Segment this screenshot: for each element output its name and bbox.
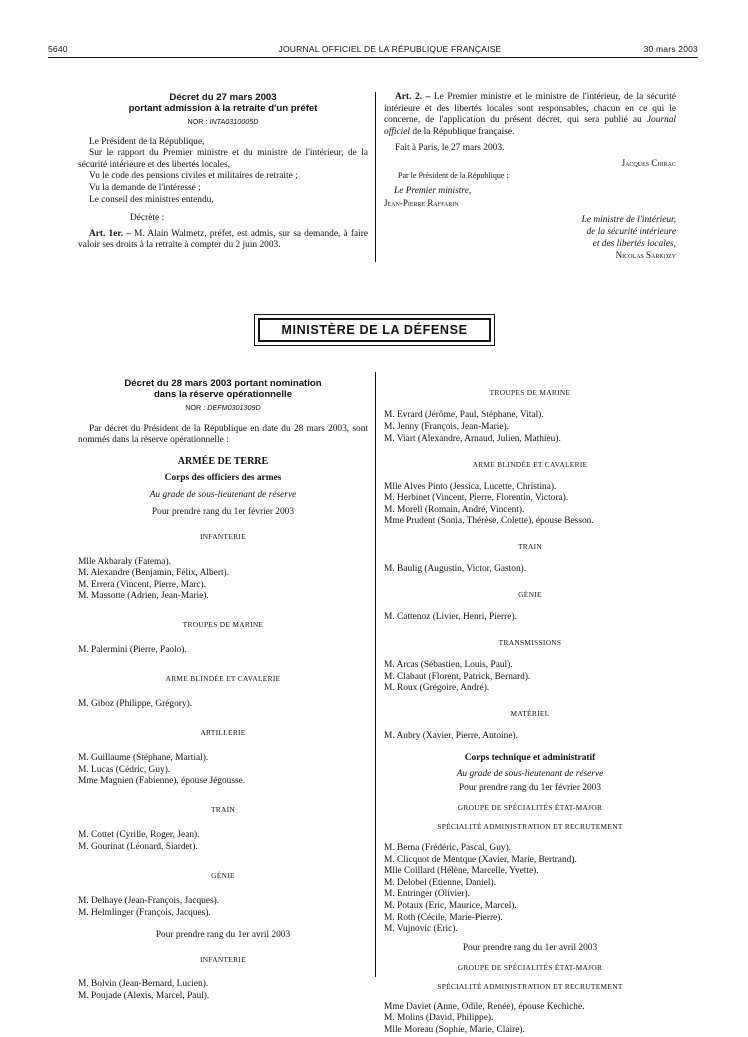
person: M. Delobel (Etienne, Daniel). xyxy=(384,877,496,888)
article-2-end: de la République française. xyxy=(412,126,515,137)
person: Mlle Akbaraly (Fatema). xyxy=(78,556,171,567)
decree1-right xyxy=(384,92,676,262)
ministry-banner: MINISTÈRE DE LA DÉFENSE xyxy=(258,318,491,342)
article-1-text: M. Alain Walmetz, préfet, est admis, sur sa demande, à faire valoir ses droits à la retraite à compter du 2 juin 2003. xyxy=(78,228,368,251)
person: Mme Daviet (Anne, Odile, Renée), épouse Kechiche. xyxy=(384,1001,585,1012)
person: M. Lucas (Cédric, Guy). xyxy=(78,764,171,775)
person: M. Giboz (Philippe, Grégory). xyxy=(78,699,193,710)
column-divider-top xyxy=(375,92,376,262)
person: M. Massotte (Adrien, Jean-Marie). xyxy=(78,591,209,602)
rang-fevrier: Pour prendre rang du 1er février 2003 xyxy=(458,783,602,794)
groupe-heading-2: SPÉCIALITÉ ADMINISTRATION ET RECRUTEMENT xyxy=(437,981,623,991)
person: M. Viart (Alexandre, Arnaud, Julien, Mathieu). xyxy=(384,433,561,444)
groupe-heading-1: GROUPE DE SPÉCIALITÉS ÉTAT-MAJOR xyxy=(457,803,603,813)
person: Mlle Moreau (Sophie, Marie, Claire). xyxy=(384,1025,525,1035)
column-divider-bottom xyxy=(375,372,376,977)
section-heading: GÉNIE xyxy=(518,590,542,600)
journal-officiel: Journal officiel xyxy=(384,115,677,137)
person: M. Herbinet (Vincent, Pierre, Florentin, Victora). xyxy=(384,493,569,504)
person: M. Arcas (Sébastien, Louis, Paul). xyxy=(384,660,513,671)
person: M. Cottet (Cyrille, Roger, Jean). xyxy=(78,830,200,841)
intro-line: Sur le rapport du Premier ministre et du ministre de l'intérieur, de la sécurité intérieure et des libertés locales, xyxy=(78,148,368,170)
minister-title-3: et des libertés locales, xyxy=(592,238,676,249)
person: M. Morell (Romain, André, Vincent). xyxy=(384,504,525,515)
person: M. Baulig (Augustin, Victor, Gaston). xyxy=(384,564,527,575)
nor-code: INTA0310005D xyxy=(209,117,259,126)
person: M. Helmlinger (François, Jacques). xyxy=(78,907,211,918)
section-heading: TRAIN xyxy=(517,542,543,552)
rang-fevrier: Pour prendre rang du 1er février 2003 xyxy=(151,506,295,517)
person: M. Vujnovic (Eric). xyxy=(384,924,458,935)
minister-name: Nicolas Sarkozy xyxy=(615,250,676,261)
fait-a-paris: Fait à Paris, le 27 mars 2003. xyxy=(395,143,505,154)
page-number: 5640 xyxy=(48,44,68,54)
corps-officiers: Corps des officiers des armes xyxy=(164,473,282,484)
section-heading: MATÉRIEL xyxy=(510,709,550,719)
decree1-left xyxy=(78,92,368,252)
person: M. Evrard (Jérôme, Paul, Stéphane, Vital). xyxy=(384,410,544,421)
section-heading: TROUPES DE MARINE xyxy=(489,388,571,398)
rang-avril: Pour prendre rang du 1er avril 2003 xyxy=(155,930,291,941)
minister-title-2: de la sécurité intérieure xyxy=(586,226,676,237)
person: M. Cattenoz (Livier, Henri, Pierre). xyxy=(384,612,517,623)
corps-technique: Corps technique et administratif xyxy=(464,752,596,763)
person: M. Clicquot de Mentque (Xavier, Marie, Bertrand). xyxy=(384,854,577,865)
section-heading: ARTILLERIE xyxy=(200,728,246,738)
par-le-president: Par le Président de la République : xyxy=(398,170,509,180)
nor-label: NOR : xyxy=(185,403,206,412)
person: M. Roth (Cécile, Marie-Pierre). xyxy=(384,912,503,923)
decree2-nor xyxy=(78,402,368,414)
intro-line: Vu la demande de l'intéressé ; xyxy=(89,182,201,193)
section-heading: TRAIN xyxy=(210,805,236,815)
person: M. Potaux (Eric, Maurice, Marcel). xyxy=(384,901,517,912)
intro-line: Le Président de la République, xyxy=(89,136,205,147)
groupe-heading-2: SPÉCIALITÉ ADMINISTRATION ET RECRUTEMENT xyxy=(437,822,623,832)
article-1 xyxy=(78,229,368,252)
person: M. Palermini (Pierre, Paolo). xyxy=(78,645,187,656)
decree2-intro: Par décret du Président de la République en date du 28 mars 2003, sont nommés dans la réserve opérationnelle : xyxy=(78,423,368,446)
section-heading: GÉNIE xyxy=(211,870,235,880)
journal-title: JOURNAL OFFICIEL DE LA RÉPUBLIQUE FRANÇAISE xyxy=(278,44,502,54)
armee-de-terre: ARMÉE DE TERRE xyxy=(177,455,269,467)
person: M. Roux (Grégoire, André). xyxy=(384,683,490,694)
rang-avril: Pour prendre rang du 1er avril 2003 xyxy=(462,942,598,953)
pm-name: Jean-Pierre Raffarin xyxy=(384,197,459,208)
signatory: Jacques Chirac xyxy=(621,157,676,168)
person: M. Entringer (Olivier). xyxy=(384,889,470,900)
grade: Au grade de sous-lieutenant de réserve xyxy=(149,489,297,500)
article-2-label: Art. 2. – xyxy=(395,92,431,102)
section-heading: TROUPES DE MARINE xyxy=(182,620,264,630)
person: M. Gourinat (Léonard, Siardet). xyxy=(78,841,198,852)
person: M. Delhaye (Jean-François, Jacques). xyxy=(78,895,220,906)
section-heading: ARME BLINDÉE ET CAVALERIE xyxy=(472,459,588,469)
decrete: Décrète : xyxy=(130,213,165,224)
decree2-title-1: Décret du 28 mars 2003 portant nomination xyxy=(124,378,322,389)
person: M. Molins (David, Philippe). xyxy=(384,1013,494,1024)
nor-code: DEFM0301309D xyxy=(207,403,261,412)
section-heading: ARME BLINDÉE ET CAVALERIE xyxy=(165,674,281,684)
person: Mme Prudent (Sonia, Thérèse, Colette), épouse Besson. xyxy=(384,516,594,527)
decree2-right xyxy=(384,380,676,1037)
header-rule xyxy=(48,57,698,58)
article-1-label: Art. 1er. – xyxy=(89,228,131,239)
article-2 xyxy=(384,92,676,138)
issue-date: 30 mars 2003 xyxy=(643,44,698,54)
person: Mlle Coillard (Hélène, Marcelle, Yvette). xyxy=(384,866,539,877)
section-heading: INFANTERIE xyxy=(200,531,246,541)
grade: Au grade de sous-lieutenant de réserve xyxy=(456,768,604,779)
nor-label: NOR : xyxy=(187,117,208,126)
person: M. Errera (Vincent, Pierre, Marc). xyxy=(78,579,207,590)
person: M. Alexandre (Benjamin, Félix, Albert). xyxy=(78,568,230,579)
person: M. Poujade (Alexis, Marcel, Paul). xyxy=(78,990,210,1001)
intro-line: Le conseil des ministres entendu, xyxy=(89,194,214,205)
person: M. Bolvin (Jean-Bernard, Lucien). xyxy=(78,979,209,990)
decree2-left xyxy=(78,378,368,1002)
intro-line: Vu le code des pensions civiles et militaires de retraite ; xyxy=(89,171,298,182)
minister-title-1: Le ministre de l'intérieur, xyxy=(581,215,676,226)
article-2-text: Le Premier ministre et le ministre de l'intérieur, de la sécurité intérieure et des libertés locales sont responsables, chacun en ce qui le concerne, de l'application du présent décret, qui sera publié au xyxy=(384,92,676,126)
section-heading: INFANTERIE xyxy=(200,955,246,965)
pm-title: Le Premier ministre, xyxy=(394,186,472,197)
person: M. Guillaume (Stéphane, Martial). xyxy=(78,753,209,764)
person: Mlle Alves Pinto (Jessica, Lucette, Christina). xyxy=(384,481,557,492)
person: M. Aubry (Xavier, Pierre, Antoine). xyxy=(384,731,518,742)
section-heading: TRANSMISSIONS xyxy=(498,638,562,648)
decree2-title-2: dans la réserve opérationnelle xyxy=(153,389,293,400)
person: Mme Magnien (Fabienne), épouse Jégousse. xyxy=(78,776,246,787)
decree1-nor xyxy=(78,116,368,128)
person: M. Clabaut (Florent, Patrick, Bernard). xyxy=(384,671,531,682)
decree1-title-2: portant admission à la retraite d'un préfet xyxy=(128,103,318,114)
person: M. Jenny (François, Jean-Marie). xyxy=(384,421,509,432)
person: M. Berna (Frédéric, Pascal, Guy). xyxy=(384,843,512,854)
decree1-title-1: Décret du 27 mars 2003 xyxy=(169,92,277,103)
groupe-heading-1: GROUPE DE SPÉCIALITÉS ÉTAT-MAJOR xyxy=(457,962,603,972)
